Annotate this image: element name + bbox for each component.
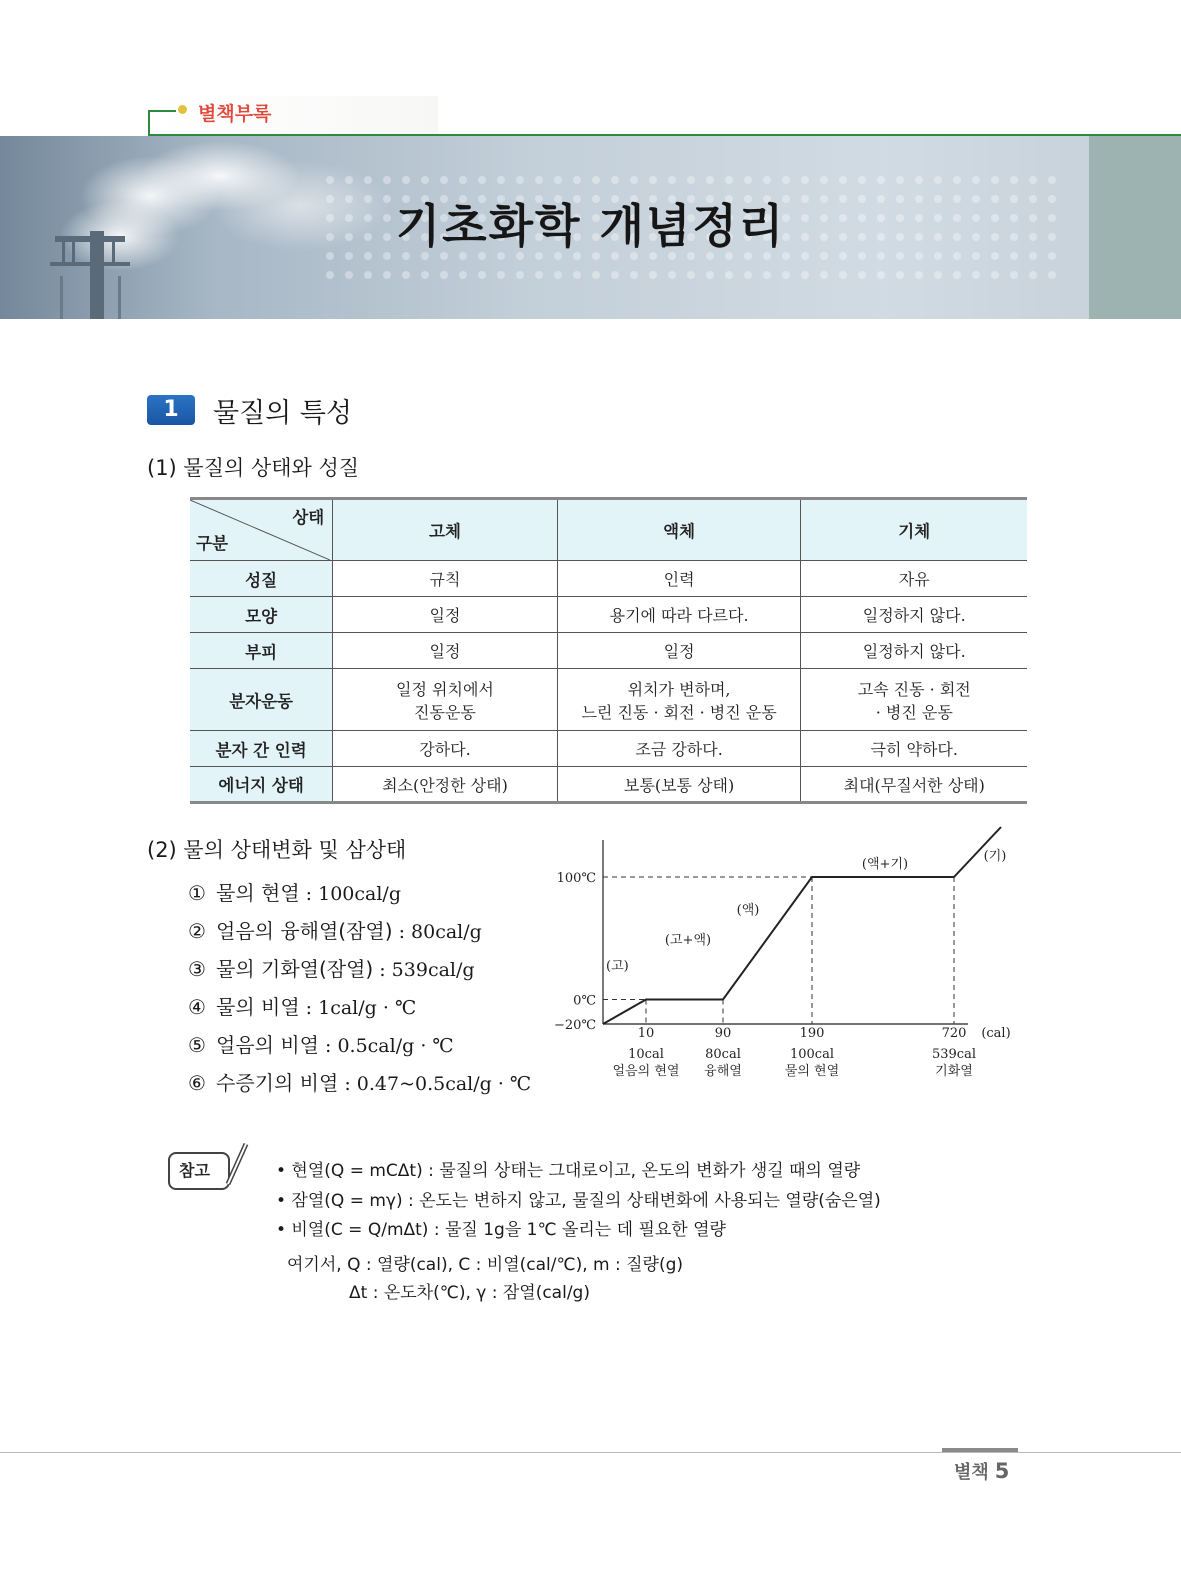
- x-sublabel: 80cal: [705, 1047, 741, 1062]
- cell-line: · 병진 운동: [875, 702, 953, 722]
- x-axis-unit: (cal): [981, 1026, 1011, 1041]
- y-tick-label: 100℃: [556, 871, 596, 886]
- list-number: ③: [188, 957, 206, 981]
- table-cell: 강하다.: [333, 731, 557, 767]
- table-row: [190, 767, 1027, 803]
- x-tick-label: 720: [941, 1026, 967, 1041]
- list-value: : 80cal/g: [392, 921, 482, 943]
- x-sublabel: 539cal: [931, 1047, 977, 1062]
- list-item: [188, 1029, 454, 1058]
- list-number: ⑤: [188, 1033, 206, 1057]
- table-cell: 일정: [557, 633, 801, 669]
- table-cell: 자유: [801, 561, 1027, 597]
- phase-label-solid-liquid: (고+액): [664, 933, 712, 948]
- phase-label-liquid: (액): [736, 903, 760, 918]
- phase-label-solid: (고): [606, 959, 629, 974]
- page-number: 5: [994, 1459, 1010, 1483]
- appendix-tag: [148, 96, 438, 136]
- list-value: : 539cal/g: [373, 959, 475, 981]
- footer-label: 별책: [954, 1462, 989, 1483]
- x-sublabel: 융해열: [704, 1064, 742, 1079]
- row-label: 모양: [190, 597, 333, 633]
- table-row: [190, 731, 1027, 767]
- states-table: [190, 497, 1027, 804]
- row-label: 성질: [190, 561, 333, 597]
- section-title: 물질의 특성: [213, 398, 352, 429]
- table-cell: [557, 669, 801, 731]
- list-label: 물의 비열: [216, 995, 300, 1019]
- note-line: Δt : 온도차(℃), γ : 잠열(cal/g): [349, 1283, 590, 1303]
- table-cell: 용기에 따라 다르다.: [557, 597, 801, 633]
- table-row: [190, 669, 1027, 731]
- x-sublabel: 물의 현열: [784, 1064, 840, 1079]
- cell-line: 일정 위치에서: [396, 679, 494, 699]
- table-cell: 조금 강하다.: [557, 731, 801, 767]
- list-label: 수증기의 비열: [216, 1071, 339, 1095]
- corner-label-state: 상태: [292, 508, 325, 527]
- table-cell: 극히 약하다.: [801, 731, 1027, 767]
- table-cell: [801, 669, 1027, 731]
- column-header-gas: 기체: [801, 499, 1027, 561]
- section-number-badge: 1: [147, 395, 195, 425]
- table-row: [190, 633, 1027, 669]
- y-tick-label: 0℃: [573, 993, 596, 1009]
- title-banner: [0, 136, 1181, 319]
- cell-line: 진동운동: [414, 702, 476, 722]
- x-tick-label: 10: [637, 1026, 655, 1041]
- subsection-title-2: (2) 물의 상태변화 및 삼상태: [147, 838, 407, 862]
- heating-curve-chart: [548, 820, 1018, 1090]
- x-tick-label: 90: [714, 1026, 732, 1041]
- list-item: [188, 877, 401, 906]
- table-cell: 인력: [557, 561, 801, 597]
- pencil-icon: [218, 1140, 254, 1190]
- y-tick-label: −20℃: [554, 1018, 596, 1033]
- note-badge-label: 참고: [179, 1161, 210, 1180]
- phase-label-liquid-gas: (액+기): [861, 857, 909, 872]
- list-item: [188, 953, 475, 982]
- x-sublabel: 10cal: [628, 1047, 664, 1062]
- appendix-label: 별책부록: [198, 103, 272, 125]
- note-line: 여기서, Q : 열량(cal), C : 비열(cal/℃), m : 질량(g): [287, 1255, 684, 1275]
- x-sublabel: 얼음의 현열: [612, 1064, 680, 1079]
- table-row: [190, 561, 1027, 597]
- note-line: • 비열(C = Q/mΔt) : 물질 1g을 1℃ 올리는 데 필요한 열량: [276, 1220, 726, 1240]
- x-sublabel: 100cal: [789, 1047, 835, 1062]
- table-cell: 일정하지 않다.: [801, 633, 1027, 669]
- note-line: • 현열(Q = mCΔt) : 물질의 상태는 그대로이고, 온도의 변화가 생길 때의 열량: [276, 1161, 861, 1181]
- column-header-solid: 고체: [333, 499, 557, 561]
- corner-label-category: 구분: [196, 534, 228, 553]
- table-cell: 최대(무질서한 상태): [801, 767, 1027, 803]
- table-cell: 보통(보통 상태): [557, 767, 801, 803]
- list-value: : 0.5cal/g · ℃: [318, 1035, 454, 1057]
- row-label: 분자 간 인력: [190, 731, 333, 767]
- list-label: 얼음의 융해열(잠열): [216, 919, 393, 943]
- subsection-title-1: (1) 물질의 상태와 성질: [147, 456, 360, 480]
- table-cell: 일정하지 않다.: [801, 597, 1027, 633]
- list-value: : 100cal/g: [299, 883, 401, 905]
- table-cell: 최소(안정한 상태): [333, 767, 557, 803]
- cell-line: 위치가 변하며,: [627, 679, 731, 699]
- row-label: 분자운동: [190, 669, 333, 731]
- note-line: • 잠열(Q = mγ) : 온도는 변하지 않고, 물질의 상태변화에 사용되는 열량(숨은열): [276, 1191, 881, 1211]
- footer-rule: [0, 1452, 1181, 1453]
- list-number: ②: [188, 919, 206, 943]
- table-cell: 일정: [333, 597, 557, 633]
- row-label: 에너지 상태: [190, 767, 333, 803]
- table-row: [190, 597, 1027, 633]
- table-cell: [333, 669, 557, 731]
- heating-curve-line: [603, 877, 954, 1024]
- table-corner-cell: [190, 499, 333, 561]
- list-number: ④: [188, 995, 206, 1019]
- footer-bar: [942, 1448, 1018, 1452]
- x-tick-label: 190: [799, 1026, 825, 1041]
- list-item: [188, 915, 482, 944]
- list-item: [188, 1067, 531, 1096]
- list-label: 얼음의 비열: [216, 1033, 319, 1057]
- table-cell: 일정: [333, 633, 557, 669]
- cell-line: 고속 진동 · 회전: [857, 679, 971, 699]
- phase-label-gas: (기): [983, 849, 1007, 864]
- row-label: 부피: [190, 633, 333, 669]
- x-sublabel: 기화열: [935, 1064, 973, 1079]
- list-number: ⑥: [188, 1071, 206, 1095]
- list-label: 물의 기화열(잠열): [216, 957, 374, 981]
- list-item: [188, 991, 416, 1020]
- column-header-liquid: 액체: [557, 499, 801, 561]
- list-value: : 0.47~0.5cal/g · ℃: [338, 1073, 532, 1095]
- cell-line: 느린 진동 · 회전 · 병진 운동: [581, 702, 777, 722]
- bullet-dot: [178, 105, 187, 114]
- list-number: ①: [188, 881, 206, 905]
- list-label: 물의 현열: [216, 881, 300, 905]
- table-cell: 규칙: [333, 561, 557, 597]
- page-footer: [954, 1458, 1009, 1484]
- page-title: 기초화학 개념정리: [395, 199, 786, 253]
- list-value: : 1cal/g · ℃: [299, 997, 417, 1019]
